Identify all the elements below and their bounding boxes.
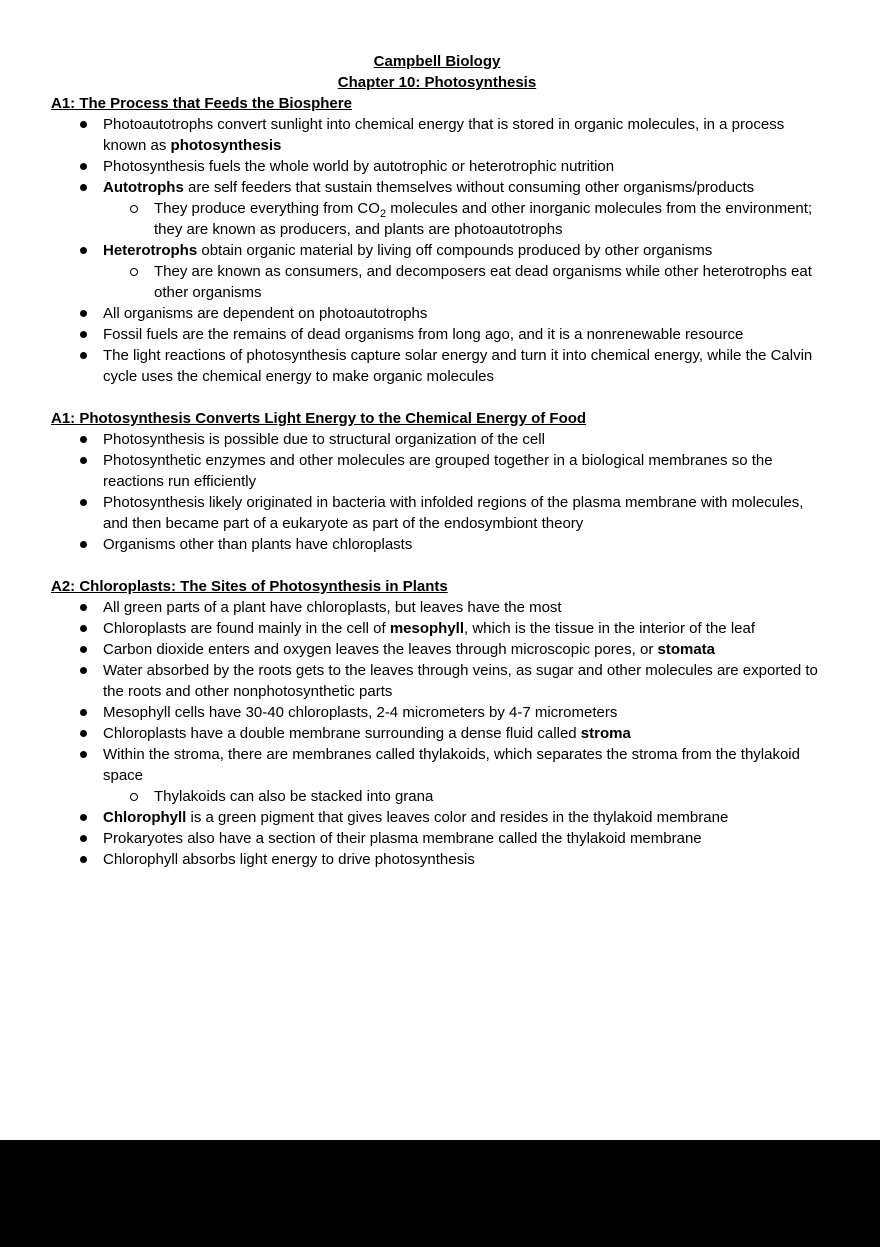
sub-bullet-list: [103, 261, 823, 303]
bullet-item: Water absorbed by the roots gets to the leaves through veins, as sugar and other molecules are exported to the roots and other nonphotosynthetic parts: [51, 660, 823, 702]
bullet-item: Chloroplasts are found mainly in the cell of mesophyll, which is the tissue in the interior of the leaf: [51, 618, 823, 639]
document-section: [51, 93, 823, 387]
sub-bullet-list: [103, 786, 823, 807]
sub-bullet-item: They produce everything from $CO_2$ molecules and other inorganic molecules from the environment; they are known as producers, and plants are photoautotrophs: [103, 198, 823, 240]
sections: [51, 93, 823, 870]
document-subtitle: Chapter 10: Photosynthesis: [337, 74, 537, 91]
section-heading: A2: Chloroplasts: The Sites of Photosynthesis in Plants: [51, 578, 448, 595]
bullet-item: Carbon dioxide enters and oxygen leaves the leaves through microscopic pores, or stomata: [51, 639, 823, 660]
bullet-item: Organisms other than plants have chloroplasts: [51, 534, 823, 555]
bullet-item: Photoautotrophs convert sunlight into chemical energy that is stored in organic molecules, in a process known as photosynthesis: [51, 114, 823, 156]
bullet-item: Photosynthesis is possible due to structural organization of the cell: [51, 429, 823, 450]
bullet-list: [51, 429, 823, 555]
bullet-item: Prokaryotes also have a section of their plasma membrane called the thylakoid membrane: [51, 828, 823, 849]
bullet-item: Fossil fuels are the remains of dead organisms from long ago, and it is a nonrenewable resource: [51, 324, 823, 345]
document-title: Campbell Biology: [373, 53, 501, 70]
bullet-item: Photosynthesis fuels the whole world by autotrophic or heterotrophic nutrition: [51, 156, 823, 177]
document-header: [51, 51, 823, 93]
bullet-item: Within the stroma, there are membranes called thylakoids, which separates the stroma from the thylakoid space Thylakoids can also be stacked into grana: [51, 744, 823, 807]
bullet-item: Chlorophyll is a green pigment that gives leaves color and resides in the thylakoid membrane: [51, 807, 823, 828]
document-section: [51, 576, 823, 870]
bullet-list: [51, 597, 823, 870]
bullet-item: Chloroplasts have a double membrane surrounding a dense fluid called stroma: [51, 723, 823, 744]
document-section: [51, 408, 823, 555]
bullet-item: Chlorophyll absorbs light energy to drive photosynthesis: [51, 849, 823, 870]
bullet-item: Photosynthesis likely originated in bacteria with infolded regions of the plasma membrane with molecules, and then became part of a eukaryote as part of the endosymbiont theory: [51, 492, 823, 534]
bullet-item: Heterotrophs obtain organic material by living off compounds produced by other organisms They are known as consumers, and decomposers eat dead organisms while other heterotrophs eat other organisms: [51, 240, 823, 303]
section-heading: A1: The Process that Feeds the Biosphere: [51, 95, 352, 112]
bullet-item: Photosynthetic enzymes and other molecules are grouped together in a biological membranes so the reactions run efficiently: [51, 450, 823, 492]
sub-bullet-item: Thylakoids can also be stacked into grana: [103, 786, 823, 807]
bullet-item: All organisms are dependent on photoautotrophs: [51, 303, 823, 324]
bullet-list: [51, 114, 823, 387]
viewer-background: [0, 1140, 880, 1247]
bullet-item: The light reactions of photosynthesis capture solar energy and turn it into chemical energy, while the Calvin cycle uses the chemical energy to make organic molecules: [51, 345, 823, 387]
section-heading: A1: Photosynthesis Converts Light Energy to the Chemical Energy of Food: [51, 410, 587, 427]
sub-bullet-item: They are known as consumers, and decomposers eat dead organisms while other heterotrophs eat other organisms: [103, 261, 823, 303]
sub-bullet-list: [103, 198, 823, 240]
bullet-item: Autotrophs are self feeders that sustain themselves without consuming other organisms/products They produce everything from $CO_2$ molecules and other inorganic molecules from the environment; they are known as producers, and plants are photoautotrophs: [51, 177, 823, 240]
bullet-item: All green parts of a plant have chloroplasts, but leaves have the most: [51, 597, 823, 618]
bullet-item: Mesophyll cells have 30-40 chloroplasts, 2-4 micrometers by 4-7 micrometers: [51, 702, 823, 723]
